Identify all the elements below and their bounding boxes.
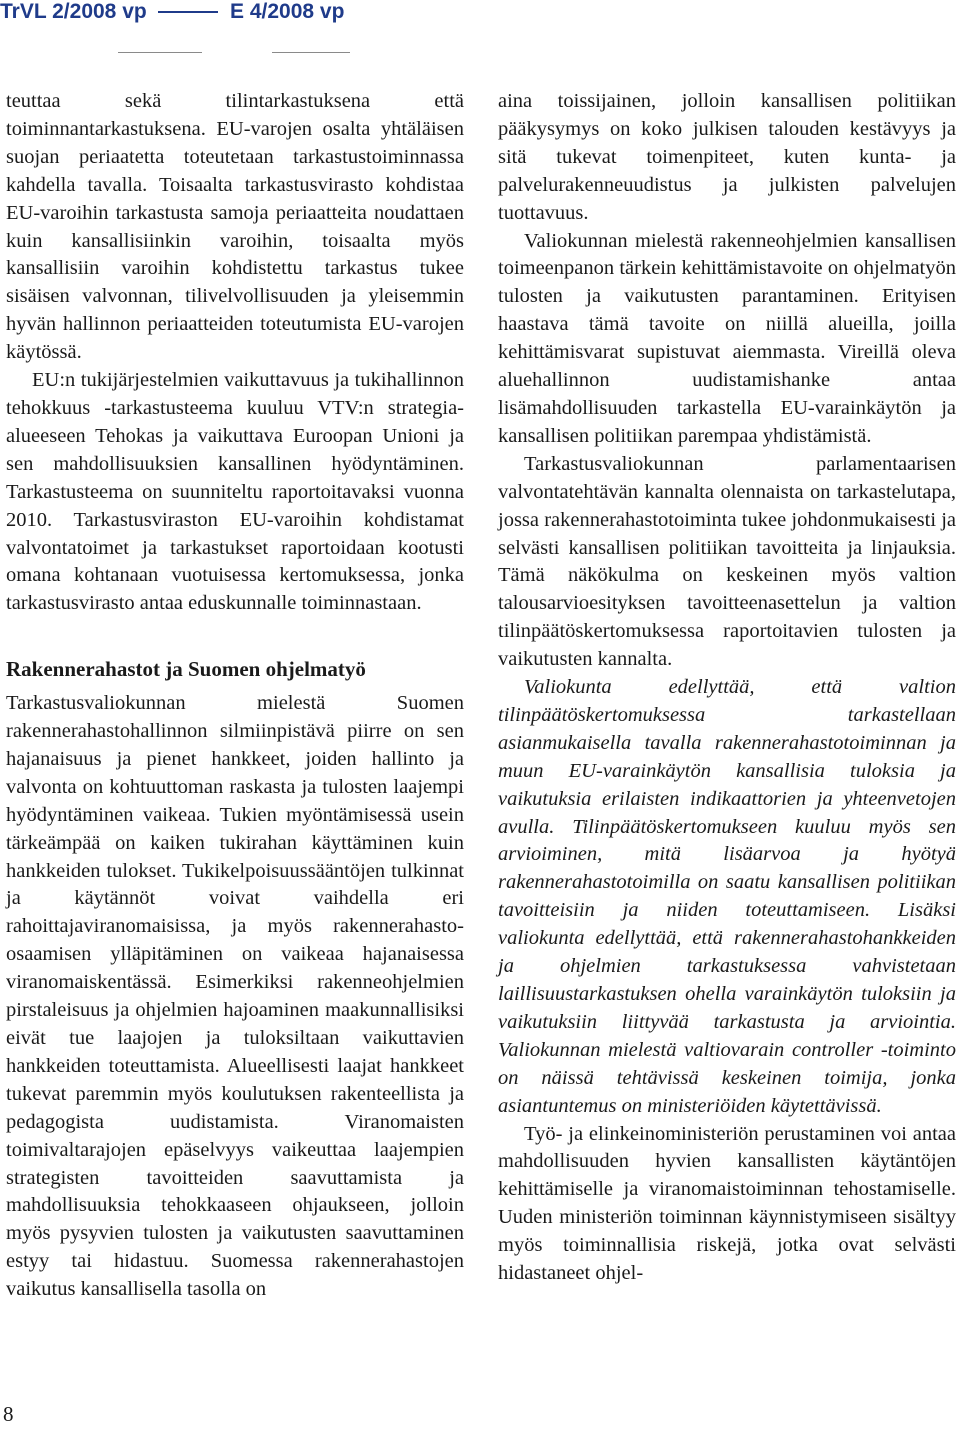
right-paragraph-2: Valiokunnan mielestä rakenneohjelmien kansallisen toimeenpanon tärkein kehittämistavoite on ohjelmatyön tulosten ja vaikutusten parantaminen. Erityisen haastava tämä tavoite on niillä alueilla, joilla kehittämisvarat supistuvat aiemmasta. Vireillä oleva aluehallinnon uudistamishanke antaa lisämahdollisuuden tarkastella EU-varainkäytön ja kansallisen politiikan parempaa yhdistämistä. <box>498 229 956 447</box>
header-rule-left <box>118 52 202 53</box>
left-paragraph-2: EU:n tukijärjestelmien vaikuttavuus ja tukihallinnon tehokkuus -tarkastusteema kuuluu VTV:n strategia-alueeseen Tehokas ja vaikuttava Euroopan Unioni ja sen mahdollisuuksien kansallinen hyödyntäminen. Tarkastusteema on suunniteltu raportoitavaksi vuonna 2010. Tarkastusviraston EU-varoihin kohdistamat valvontatoimet ja tarkastukset raportoidaan kootusti omana kohtanaan vuotuisessa kertomuksessa, jonka tarkastusvirasto antaa eduskunnalle toiminnastaan. <box>6 369 464 615</box>
right-paragraph-1: aina toissijainen, jolloin kansallisen politiikan pääkysymys on koko julkisen talouden kestävyys ja sitä tukevat toimenpiteet, kuten kunta- ja palvelurakenneuudistus ja julkisten palvelujen tuottavuus. <box>498 90 956 224</box>
header-right: E 4/2008 vp <box>230 0 345 23</box>
left-paragraph-1: teuttaa sekä tilintarkastuksena että toiminnantarkastuksena. EU-varojen osalta yhtäläisen suojan periaatetta toteutetaan tarkastustoiminnassa kahdella tavalla. Toisaalta tarkastusvirasto kohdistaa EU-varoihin tarkastusta samoja periaatteita noudattaen kuin kansallisiinkin varoihin, toisaalta myös kansallisiin varoihin kohdistettu tarkastus tukee sisäisen valvonnan, tilivelvollisuuden ja yleisemmin hyvän hallinnon periaatteiden toteutumista EU-varojen käytössä. <box>6 90 464 364</box>
section-heading: Rakennerahastot ja Suomen ohjelmatyö <box>6 657 366 682</box>
header-rule-right <box>272 52 350 53</box>
page-number: 8 <box>3 1402 14 1426</box>
right-paragraph-italic: Valiokunta edellyttää, että valtion tilinpäätöskertomuksessa tarkastellaan asianmukaisella tavalla rakennerahastotoiminnan ja muun EU-varainkäytön kansallisia tuloksia ja vaikutuksia erilaisten indikaattorien ja yhteenvetojen avulla. Tilinpäätöskertomukseen kuuluu myös sen arvioiminen, mitä lisäarvoa ja hyötyä rakennerahastotoimilla on saatu kansallisen politiikan tavoitteisiin ja niiden toteuttamiseen. Lisäksi valiokunta edellyttää, että rakennerahastohankkeiden ja ohjelmien tarkastuksessa vahvistetaan laillisuustarkastuksen ohella varainkäytön tuloksiin ja vaikutuksiin liittyvää tarkastusta ja arviointia. Valiokunnan mielestä valtiovarain controller -toiminto on näissä tehtävissä keskeinen toimija, jonka asiantuntemus on ministeriöiden käytettävissä. <box>498 676 956 1117</box>
left-column <box>6 88 464 1304</box>
header-dash <box>158 11 218 13</box>
running-header <box>0 0 960 24</box>
header-left: TrVL 2/2008 vp <box>0 0 147 23</box>
right-paragraph-5: Työ- ja elinkeinoministeriön perustaminen voi antaa mahdollisuuden hyvien kansallisten käytäntöjen kehittämiselle ja viranomaistoiminnan tehostamiselle. Uuden ministeriön toiminnan käynnistymiseen sisältyy myös toiminnallisia riskejä, jotka ovat selvästi hidastaneet ohjel- <box>498 1122 956 1285</box>
left-paragraph-3: Tarkastusvaliokunnan mielestä Suomen rakennerahastohallinnon silmiinpistävä piirre on sen hajanaisuus ja pienet hankkeet, joiden hallinto ja valvonta on kohtuuttoman raskasta ja tulosten laajempi hyödyntäminen vaikeaa. Tukien myöntämisessä usein tärkeämpää on kaiken tukirahan käyttäminen kuin hankkeiden tulokset. Tukikelpoisuussääntöjen tulkinnat ja käytännöt voivat vaihdella eri rahoittajaviranomaisissa, ja myös rakennerahasto-osaamisen ylläpitäminen on vaikeaa hajanaisessa viranomaiskentässä. Esimerkiksi rakenneohjelmien pirstaleisuus ja ohjelmien hajoaminen maakunnallisiksi eivät tue laajojen ja tuloksiltaan vaikuttavien hankkeiden toteuttamista. Alueellisesti laajat hankkeet tukevat paremmin myös koulutuksen rakenteellista ja pedagogista uudistamista. Viranomaisten toimivaltarajojen epäselvyys vaikeuttaa laajempien strategisten tavoitteiden saavuttamista ja mahdollisuuksia tehokkaaseen ohjaukseen, jolloin myös pysyvien tulosten ja vaikutusten saavuttaminen estyy tai hidastuu. Suomessa rakennerahastojen vaikutus kansallisella tasolla on <box>6 692 464 1301</box>
right-column <box>498 88 956 1288</box>
right-paragraph-3: Tarkastusvaliokunnan parlamentaarisen valvontatehtävän kannalta olennaista on tarkastelutapa, jossa rakennerahastotoiminta tukee johdonmukaisesti ja selvästi kansallisen politiikan tavoitteita ja linjauksia. Tämä näkökulma on keskeinen myös valtion talousarvioesityksen tavoitteenasettelun ja valtion tilinpäätöskertomuksessa raportoitavien tulosten ja vaikutusten kannalta. <box>498 452 956 671</box>
